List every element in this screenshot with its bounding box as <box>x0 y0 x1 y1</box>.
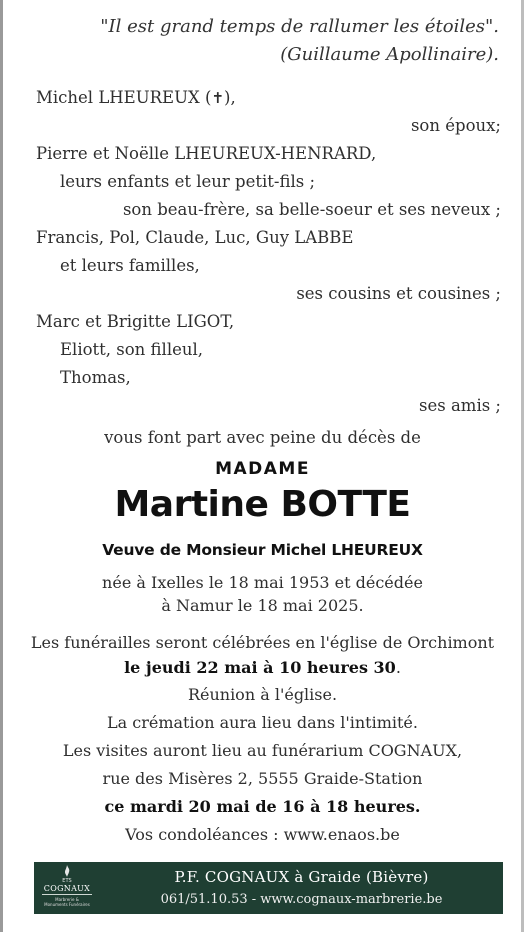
funeral-condolences: Vos condoléances : www.enaos.be <box>125 825 400 844</box>
funeral-date-end: . <box>395 658 401 677</box>
announce-widow: Veuve de Monsieur Michel LHEUREUX <box>102 541 423 559</box>
family-cousins: ses cousins et cousines ; <box>296 284 501 303</box>
announce-died: à Namur le 18 mai 2025. <box>161 596 364 615</box>
funeral-visites: Les visites auront lieu au funérarium COGNAUX, <box>62 741 463 760</box>
announce-font-part: vous font part avec peine du décès de <box>104 428 421 447</box>
family-epoux: son époux; <box>410 116 501 135</box>
family-familles: et leurs familles, <box>60 256 200 275</box>
funeral-line-1: Les funérailles seront célébrées en l'église de Orchimont <box>30 633 495 652</box>
flame-icon <box>63 865 71 877</box>
logo-divider <box>42 894 92 895</box>
announce-title: MADAME <box>215 459 310 479</box>
logo-name: COGNAUX <box>43 884 91 893</box>
logo-subtitle-2: Monuments Funéraires <box>44 902 90 907</box>
logo-subtitle-1: Marbrerie & <box>55 897 79 902</box>
funeral-cremation: La crémation aura lieu dans l'intimité. <box>107 713 418 732</box>
family-francis: Francis, Pol, Claude, Luc, Guy LABBE <box>36 228 354 247</box>
banner-contact: 061/51.10.53 - www.cognaux-marbrerie.be <box>160 892 443 907</box>
family-michel-close: ), <box>224 88 236 107</box>
funeral-address: rue des Misères 2, 5555 Graide-Station <box>102 769 423 788</box>
family-enfants: leurs enfants et leur petit-fils ; <box>60 172 316 191</box>
logo-ets: ETS <box>62 878 72 884</box>
family-thomas: Thomas, <box>60 368 131 387</box>
cross-icon: ✝ <box>211 89 225 107</box>
quote-author: (Guillaume Apollinaire). <box>280 44 499 65</box>
cognaux-logo <box>34 862 100 914</box>
family-amis: ses amis ; <box>419 396 501 415</box>
funeral-date-bold: le jeudi 22 mai à 10 heures 30 <box>124 658 396 677</box>
quote-line-1: "Il est grand temps de rallumer les étoiles". <box>100 16 499 37</box>
funeral-home-banner <box>34 862 503 914</box>
family-pierre: Pierre et Noëlle LHEUREUX-HENRARD, <box>36 144 377 163</box>
family-beau-frere: son beau-frère, sa belle-soeur et ses neveux ; <box>122 200 501 219</box>
funeral-reunion: Réunion à l'église. <box>187 685 338 704</box>
family-michel <box>36 88 236 107</box>
funeral-visit-date: ce mardi 20 mai de 16 à 18 heures. <box>104 797 421 816</box>
announce-born: née à Ixelles le 18 mai 1953 et décédée <box>102 573 423 592</box>
funeral-date <box>0 658 525 677</box>
family-michel-name: Michel LHEUREUX ( <box>36 88 212 107</box>
family-eliott: Eliott, son filleul, <box>60 340 204 359</box>
family-marc: Marc et Brigitte LIGOT, <box>36 312 235 331</box>
deceased-name: Martine BOTTE <box>114 484 411 525</box>
banner-title: P.F. COGNAUX à Graide (Bièvre) <box>174 868 429 886</box>
